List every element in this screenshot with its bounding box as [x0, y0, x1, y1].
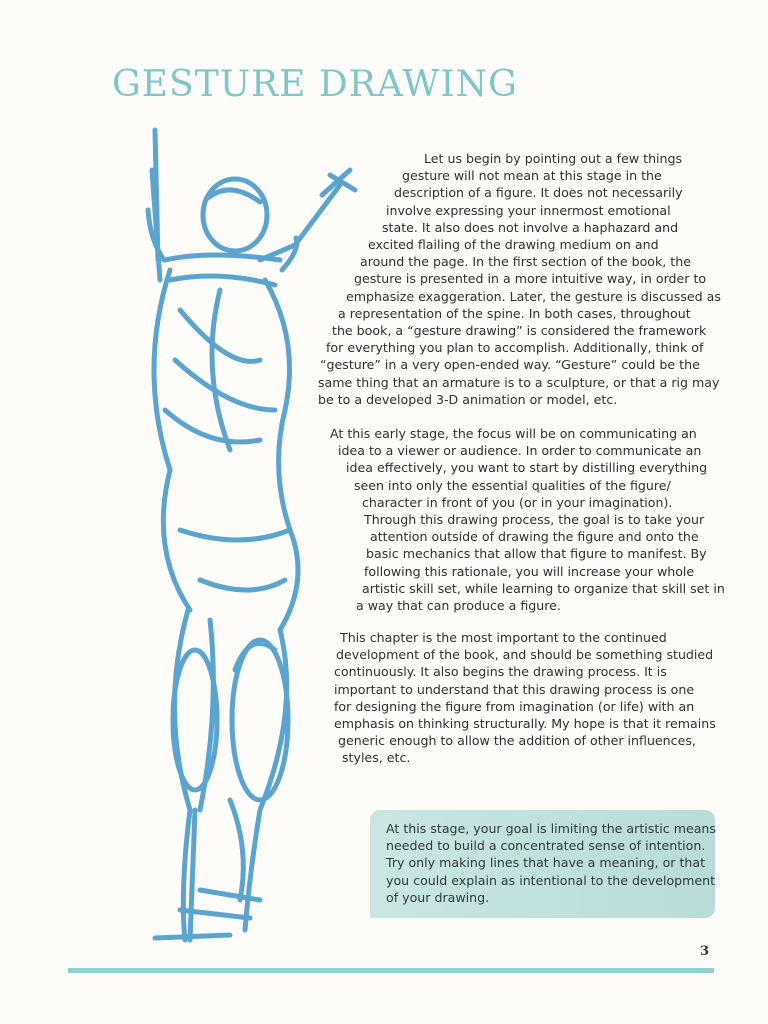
- text-line: This chapter is the most important to the continued: [340, 630, 667, 645]
- text-line: same thing that an armature is to a sculpture, or that a rig may: [318, 374, 720, 390]
- text-line: for everything you plan to accomplish. Additionally, think of: [326, 340, 704, 356]
- text-line: Let us begin by pointing out a few things: [424, 151, 683, 166]
- text-line: artistic skill set, while learning to organize that skill set in: [362, 580, 725, 596]
- text-line: emphasis on thinking structurally. My hope is that it remains: [334, 716, 716, 732]
- callout-box: [370, 810, 715, 918]
- text-line: basic mechanics that allow that figure to manifest. By: [366, 546, 707, 562]
- text-line: gesture is presented in a more intuitive way, in order to: [354, 271, 707, 287]
- callout-line: of your drawing.: [386, 889, 490, 905]
- text-line: a representation of the spine. In both cases, throughout: [338, 305, 691, 321]
- text-line: the book, a “gesture drawing” is considered the framework: [332, 323, 707, 339]
- text-line: state. It also does not involve a haphazard and: [382, 219, 679, 235]
- text-line: “gesture” in a very open-ended way. “Gesture” could be the: [320, 357, 700, 373]
- text-line: following this rationale, you will increase your whole: [364, 563, 695, 579]
- text-line: involve expressing your innermost emotional: [386, 202, 671, 218]
- text-line: attention outside of drawing the figure and onto the: [370, 529, 699, 545]
- footer-rule: [68, 968, 714, 973]
- focus-paragraph: [300, 425, 725, 614]
- text-line: emphasize exaggeration. Later, the gesture is discussed as: [346, 288, 721, 304]
- page-title: GESTURE DRAWING: [112, 64, 518, 105]
- text-line: gesture will not mean at this stage in the: [402, 168, 662, 184]
- text-line: Through this drawing process, the goal is to take your: [364, 512, 705, 528]
- text-line: for designing the figure from imagination (or life) with an: [334, 698, 695, 714]
- page-number: 3: [700, 944, 710, 959]
- text-line: description of a figure. It does not necessarily: [394, 185, 683, 201]
- text-line: At this early stage, the focus will be on communicating an: [330, 426, 697, 441]
- callout-line: needed to build a concentrated sense of intention.: [386, 838, 706, 854]
- importance-paragraph: [300, 629, 716, 767]
- text-line: important to understand that this drawing process is one: [334, 681, 695, 697]
- text-line: idea to a viewer or audience. In order to communicate an: [338, 443, 702, 459]
- text-line: excited flailing of the drawing medium on and: [368, 237, 659, 253]
- text-line: development of the book, and should be something studied: [336, 647, 714, 663]
- callout-line: you could explain as intentional to the development: [386, 872, 716, 888]
- intro-paragraph: [300, 150, 721, 408]
- text-line: continuously. It also begins the drawing process. It is: [334, 664, 667, 680]
- text-line: be to a developed 3-D animation or model, etc.: [318, 391, 618, 407]
- text-line: seen into only the essential qualities of the figure/: [354, 477, 671, 493]
- text-line: idea effectively, you want to start by distilling everything: [346, 460, 708, 476]
- text-line: around the page. In the first section of the book, the: [360, 254, 691, 270]
- text-line: a way that can produce a figure.: [356, 598, 561, 614]
- text-line: generic enough to allow the addition of other influences,: [338, 733, 696, 749]
- text-line: styles, etc.: [342, 750, 411, 766]
- callout-line: At this stage, your goal is limiting the artistic means: [386, 821, 716, 836]
- text-line: character in front of you (or in your imagination).: [362, 494, 673, 510]
- callout-line: Try only making lines that have a meaning, or that: [386, 855, 706, 871]
